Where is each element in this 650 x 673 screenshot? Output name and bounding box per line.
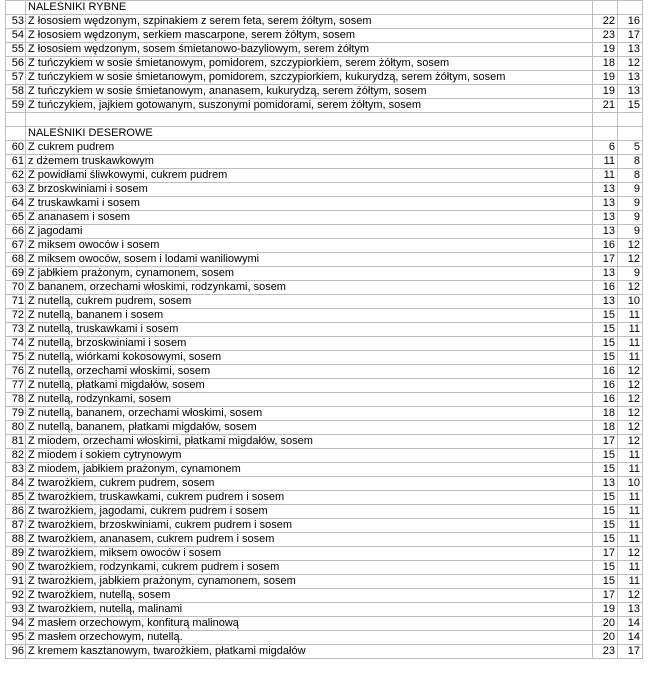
section-number-cell <box>6 127 26 141</box>
item-number: 72 <box>6 309 26 323</box>
item-name: Z łososiem wędzonym, serkiem mascarpone, serem żółtym, sosem <box>26 29 593 43</box>
item-name: Z tuńczykiem w sosie śmietanowym, ananasem, kukurydzą, serem żółtym, sosem <box>26 85 593 99</box>
item-price-large: 15 <box>593 519 618 533</box>
item-number: 87 <box>6 519 26 533</box>
item-price-small: 11 <box>618 463 643 477</box>
table-row <box>6 323 643 337</box>
item-price-small: 13 <box>618 71 643 85</box>
item-price-large: 15 <box>593 351 618 365</box>
table-row <box>6 533 643 547</box>
table-row <box>6 449 643 463</box>
item-number: 67 <box>6 239 26 253</box>
blank-cell <box>618 113 643 127</box>
item-number: 66 <box>6 225 26 239</box>
item-price-small: 12 <box>618 253 643 267</box>
table-row <box>6 15 643 29</box>
item-price-large: 13 <box>593 295 618 309</box>
item-price-large: 23 <box>593 29 618 43</box>
table-row <box>6 43 643 57</box>
item-price-small: 12 <box>618 547 643 561</box>
item-price-large: 16 <box>593 393 618 407</box>
item-price-small: 12 <box>618 435 643 449</box>
item-name: Z twarożkiem, rodzynkami, cukrem pudrem i sosem <box>26 561 593 575</box>
item-number: 95 <box>6 631 26 645</box>
item-price-small: 12 <box>618 589 643 603</box>
item-price-small: 11 <box>618 449 643 463</box>
item-number: 93 <box>6 603 26 617</box>
table-row <box>6 29 643 43</box>
section-price-cell <box>593 1 618 15</box>
table-row <box>6 379 643 393</box>
item-name: Z nutellą, bananem, orzechami włoskimi, sosem <box>26 407 593 421</box>
table-row <box>6 505 643 519</box>
item-price-large: 16 <box>593 281 618 295</box>
item-name: Z masłem orzechowym, nutellą. <box>26 631 593 645</box>
item-price-large: 15 <box>593 533 618 547</box>
table-row <box>6 225 643 239</box>
table-row <box>6 197 643 211</box>
item-price-small: 11 <box>618 491 643 505</box>
item-price-small: 5 <box>618 141 643 155</box>
item-price-large: 19 <box>593 603 618 617</box>
table-row <box>6 57 643 71</box>
item-price-large: 13 <box>593 211 618 225</box>
item-name: Z nutellą, truskawkami i sosem <box>26 323 593 337</box>
table-row <box>6 85 643 99</box>
item-price-large: 18 <box>593 57 618 71</box>
table-row <box>6 239 643 253</box>
item-price-small: 10 <box>618 295 643 309</box>
item-number: 75 <box>6 351 26 365</box>
table-row <box>6 365 643 379</box>
item-number: 55 <box>6 43 26 57</box>
section-price-cell <box>618 1 643 15</box>
item-price-small: 9 <box>618 225 643 239</box>
item-price-large: 13 <box>593 477 618 491</box>
item-name: Z miodem i sokiem cytrynowym <box>26 449 593 463</box>
item-price-large: 21 <box>593 99 618 113</box>
table-row <box>6 281 643 295</box>
table-row <box>6 561 643 575</box>
item-price-small: 12 <box>618 239 643 253</box>
item-price-small: 16 <box>618 15 643 29</box>
item-price-small: 9 <box>618 183 643 197</box>
item-price-large: 20 <box>593 631 618 645</box>
item-number: 78 <box>6 393 26 407</box>
item-price-small: 12 <box>618 421 643 435</box>
item-price-small: 8 <box>618 169 643 183</box>
blank-row <box>6 113 643 127</box>
item-number: 94 <box>6 617 26 631</box>
table-row <box>6 547 643 561</box>
item-price-large: 15 <box>593 561 618 575</box>
item-name: Z twarożkiem, ananasem, cukrem pudrem i sosem <box>26 533 593 547</box>
item-price-small: 12 <box>618 407 643 421</box>
item-price-small: 11 <box>618 575 643 589</box>
item-price-small: 17 <box>618 645 643 659</box>
item-price-small: 15 <box>618 99 643 113</box>
table-row <box>6 421 643 435</box>
table-row <box>6 435 643 449</box>
item-name: Z cukrem pudrem <box>26 141 593 155</box>
item-price-small: 9 <box>618 267 643 281</box>
item-price-small: 12 <box>618 365 643 379</box>
table-row <box>6 169 643 183</box>
item-name: Z nutellą, wiórkami kokosowymi, sosem <box>26 351 593 365</box>
item-name: Z miodem, orzechami włoskimi, płatkami migdałów, sosem <box>26 435 593 449</box>
section-number-cell <box>6 1 26 15</box>
item-price-small: 11 <box>618 351 643 365</box>
item-number: 89 <box>6 547 26 561</box>
table-row <box>6 99 643 113</box>
item-price-large: 15 <box>593 491 618 505</box>
item-name: Z tuńczykiem w sosie śmietanowym, pomidorem, szczypiorkiem, serem żółtym, sosem <box>26 57 593 71</box>
section-price-cell <box>593 127 618 141</box>
item-price-small: 11 <box>618 505 643 519</box>
item-price-small: 14 <box>618 617 643 631</box>
item-number: 90 <box>6 561 26 575</box>
item-price-large: 17 <box>593 589 618 603</box>
item-name: Z bananem, orzechami włoskimi, rodzynkami, sosem <box>26 281 593 295</box>
item-price-small: 9 <box>618 211 643 225</box>
item-name: Z nutellą, płatkami migdałów, sosem <box>26 379 593 393</box>
item-number: 92 <box>6 589 26 603</box>
table-row <box>6 589 643 603</box>
item-name: Z twarożkiem, jagodami, cukrem pudrem i sosem <box>26 505 593 519</box>
item-price-small: 11 <box>618 337 643 351</box>
item-number: 71 <box>6 295 26 309</box>
table-row <box>6 617 643 631</box>
sheet-body <box>6 1 643 659</box>
item-price-large: 16 <box>593 239 618 253</box>
item-name: Z brzoskwiniami i sosem <box>26 183 593 197</box>
item-price-large: 18 <box>593 407 618 421</box>
item-price-small: 11 <box>618 561 643 575</box>
item-number: 57 <box>6 71 26 85</box>
table-row <box>6 575 643 589</box>
table-row <box>6 645 643 659</box>
item-price-large: 15 <box>593 449 618 463</box>
item-number: 68 <box>6 253 26 267</box>
item-price-large: 13 <box>593 225 618 239</box>
item-number: 77 <box>6 379 26 393</box>
item-name: Z jabłkiem prażonym, cynamonem, sosem <box>26 267 593 281</box>
table-row <box>6 477 643 491</box>
item-price-large: 15 <box>593 505 618 519</box>
item-price-large: 15 <box>593 323 618 337</box>
item-name: Z łososiem wędzonym, sosem śmietanowo-bazyliowym, serem żółtym <box>26 43 593 57</box>
item-price-small: 10 <box>618 477 643 491</box>
item-price-large: 15 <box>593 575 618 589</box>
item-name: Z ananasem i sosem <box>26 211 593 225</box>
table-row <box>6 351 643 365</box>
item-price-large: 15 <box>593 463 618 477</box>
item-price-small: 13 <box>618 85 643 99</box>
item-name: Z nutellą, bananem, płatkami migdałów, sosem <box>26 421 593 435</box>
item-number: 61 <box>6 155 26 169</box>
item-number: 54 <box>6 29 26 43</box>
table-row <box>6 71 643 85</box>
item-price-large: 15 <box>593 309 618 323</box>
item-number: 62 <box>6 169 26 183</box>
item-price-large: 11 <box>593 155 618 169</box>
table-row <box>6 519 643 533</box>
item-number: 79 <box>6 407 26 421</box>
item-price-large: 11 <box>593 169 618 183</box>
item-name: Z miksem owoców i sosem <box>26 239 593 253</box>
item-name: Z nutellą, cukrem pudrem, sosem <box>26 295 593 309</box>
item-name: Z twarożkiem, nutellą, malinami <box>26 603 593 617</box>
item-name: Z nutellą, bananem i sosem <box>26 309 593 323</box>
item-number: 59 <box>6 99 26 113</box>
item-number: 69 <box>6 267 26 281</box>
blank-cell <box>26 113 593 127</box>
item-number: 56 <box>6 57 26 71</box>
item-name: Z twarożkiem, cukrem pudrem, sosem <box>26 477 593 491</box>
item-price-small: 17 <box>618 29 643 43</box>
table-row <box>6 267 643 281</box>
item-price-small: 12 <box>618 57 643 71</box>
item-number: 64 <box>6 197 26 211</box>
item-price-large: 13 <box>593 197 618 211</box>
item-name: Z twarożkiem, miksem owoców i sosem <box>26 547 593 561</box>
blank-cell <box>6 113 26 127</box>
item-number: 60 <box>6 141 26 155</box>
item-name: Z miksem owoców, sosem i lodami waniliowymi <box>26 253 593 267</box>
item-price-small: 8 <box>618 155 643 169</box>
item-name: Z twarożkiem, nutellą, sosem <box>26 589 593 603</box>
item-number: 85 <box>6 491 26 505</box>
section-header-row <box>6 1 643 15</box>
item-name: Z miodem, jabłkiem prażonym, cynamonem <box>26 463 593 477</box>
item-number: 86 <box>6 505 26 519</box>
item-number: 53 <box>6 15 26 29</box>
table-row <box>6 211 643 225</box>
item-price-small: 11 <box>618 533 643 547</box>
item-name: Z tuńczykiem, jajkiem gotowanym, suszonymi pomidorami, serem żółtym, sosem <box>26 99 593 113</box>
item-name: Z łososiem wędzonym, szpinakiem z serem feta, serem żółtym, sosem <box>26 15 593 29</box>
item-name: Z twarożkiem, jabłkiem prażonym, cynamonem, sosem <box>26 575 593 589</box>
section-title: NALEŚNIKI DESEROWE <box>26 127 593 141</box>
item-number: 80 <box>6 421 26 435</box>
item-name: Z nutellą, brzoskwiniami i sosem <box>26 337 593 351</box>
item-price-small: 12 <box>618 393 643 407</box>
table-row <box>6 337 643 351</box>
item-name: z dżemem truskawkowym <box>26 155 593 169</box>
table-row <box>6 183 643 197</box>
table-row <box>6 631 643 645</box>
item-price-large: 17 <box>593 547 618 561</box>
menu-price-sheet <box>5 0 643 659</box>
item-price-small: 13 <box>618 603 643 617</box>
item-price-large: 13 <box>593 183 618 197</box>
item-name: Z masłem orzechowym, konfiturą malinową <box>26 617 593 631</box>
table-row <box>6 141 643 155</box>
table-row <box>6 407 643 421</box>
item-number: 82 <box>6 449 26 463</box>
item-price-small: 14 <box>618 631 643 645</box>
item-price-large: 15 <box>593 337 618 351</box>
blank-cell <box>593 113 618 127</box>
table-row <box>6 491 643 505</box>
item-price-small: 12 <box>618 379 643 393</box>
item-price-small: 12 <box>618 281 643 295</box>
item-price-large: 20 <box>593 617 618 631</box>
item-price-large: 22 <box>593 15 618 29</box>
table-row <box>6 155 643 169</box>
table-row <box>6 295 643 309</box>
item-number: 63 <box>6 183 26 197</box>
item-price-large: 19 <box>593 43 618 57</box>
item-price-large: 16 <box>593 365 618 379</box>
item-name: Z nutellą, orzechami włoskimi, sosem <box>26 365 593 379</box>
item-number: 84 <box>6 477 26 491</box>
table-row <box>6 603 643 617</box>
item-price-small: 11 <box>618 309 643 323</box>
item-price-large: 6 <box>593 141 618 155</box>
item-price-large: 17 <box>593 253 618 267</box>
item-price-small: 9 <box>618 197 643 211</box>
table-row <box>6 253 643 267</box>
item-name: Z tuńczykiem w sosie śmietanowym, pomidorem, szczypiorkiem, kukurydzą, serem żółtym, sosem <box>26 71 593 85</box>
item-number: 74 <box>6 337 26 351</box>
item-price-large: 19 <box>593 85 618 99</box>
section-price-cell <box>618 127 643 141</box>
item-number: 70 <box>6 281 26 295</box>
section-header-row <box>6 127 643 141</box>
item-price-large: 16 <box>593 379 618 393</box>
table-row <box>6 393 643 407</box>
item-number: 91 <box>6 575 26 589</box>
item-name: Z twarożkiem, brzoskwiniami, cukrem pudrem i sosem <box>26 519 593 533</box>
item-price-small: 11 <box>618 323 643 337</box>
item-price-small: 11 <box>618 519 643 533</box>
item-name: Z truskawkami i sosem <box>26 197 593 211</box>
item-number: 58 <box>6 85 26 99</box>
item-number: 81 <box>6 435 26 449</box>
item-name: Z twarożkiem, truskawkami, cukrem pudrem i sosem <box>26 491 593 505</box>
item-price-large: 18 <box>593 421 618 435</box>
item-number: 65 <box>6 211 26 225</box>
item-number: 83 <box>6 463 26 477</box>
section-title: NALEŚNIKI RYBNE <box>26 1 593 15</box>
item-name: Z jagodami <box>26 225 593 239</box>
item-price-large: 23 <box>593 645 618 659</box>
item-number: 73 <box>6 323 26 337</box>
item-name: Z nutellą, rodzynkami, sosem <box>26 393 593 407</box>
item-number: 76 <box>6 365 26 379</box>
item-price-small: 13 <box>618 43 643 57</box>
item-number: 88 <box>6 533 26 547</box>
item-price-large: 19 <box>593 71 618 85</box>
item-name: Z kremem kasztanowym, twarożkiem, płatkami migdałów <box>26 645 593 659</box>
item-number: 96 <box>6 645 26 659</box>
item-name: Z powidłami śliwkowymi, cukrem pudrem <box>26 169 593 183</box>
table-row <box>6 463 643 477</box>
item-price-large: 17 <box>593 435 618 449</box>
table-row <box>6 309 643 323</box>
item-price-large: 13 <box>593 267 618 281</box>
